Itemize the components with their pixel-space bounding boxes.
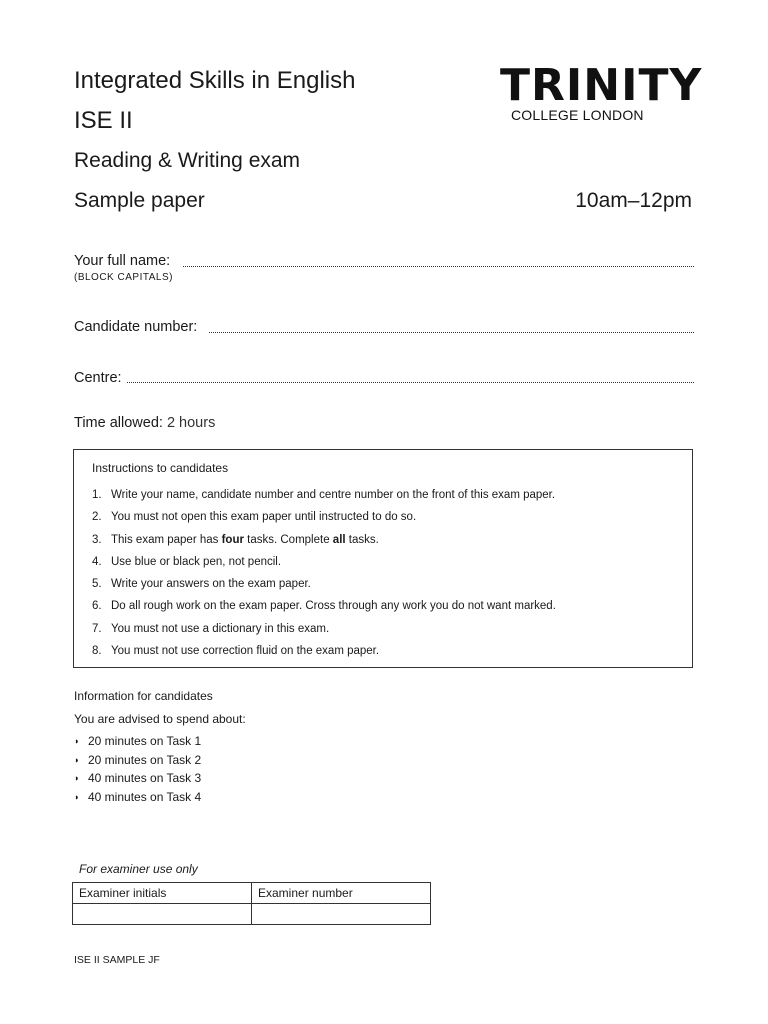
trinity-logo: TRINITY bbox=[500, 60, 703, 111]
time-allowed bbox=[74, 414, 215, 432]
instruction-text: Write your name, candidate number and centre number on the front of this exam paper. bbox=[111, 489, 556, 501]
instruction-text: You must not use a dictionary in this exam. bbox=[111, 622, 330, 635]
instruction-item bbox=[92, 551, 556, 573]
examiner-entry-row bbox=[73, 904, 431, 925]
time-advice-item bbox=[74, 769, 201, 788]
examiner-number-cell[interactable] bbox=[252, 904, 431, 925]
paper-label: Sample paper bbox=[74, 189, 205, 212]
centre-line[interactable] bbox=[127, 382, 694, 383]
time-advice-text: 20 minutes on Task 2 bbox=[88, 752, 202, 767]
examiner-initials-cell[interactable] bbox=[73, 904, 252, 925]
time-advice-list bbox=[74, 732, 201, 807]
instruction-item bbox=[92, 484, 556, 506]
instruction-item bbox=[92, 573, 556, 595]
instruction-item bbox=[92, 618, 556, 640]
instruction-text: Do all rough work on the exam paper. Cross through any work you do not want marked. bbox=[111, 600, 556, 613]
bullet-icon: ◗ bbox=[74, 754, 80, 765]
instructions-list bbox=[92, 484, 556, 662]
candidate-number-label: Candidate number: bbox=[74, 319, 198, 335]
bullet-icon: ◗ bbox=[74, 792, 80, 803]
examiner-initials-header: Examiner initials bbox=[73, 883, 252, 904]
time-advice-item bbox=[74, 788, 201, 807]
instruction-number: 5. bbox=[92, 578, 102, 591]
instruction-text: This exam paper has bbox=[111, 533, 222, 546]
information-title: Information for candidates bbox=[74, 689, 213, 703]
trinity-logo-subtitle: COLLEGE LONDON bbox=[511, 107, 644, 123]
instructions-title: Instructions to candidates bbox=[92, 461, 229, 475]
instruction-text: Use blue or black pen, not pencil. bbox=[111, 555, 282, 568]
bullet-icon: ◗ bbox=[74, 736, 80, 746]
block-capitals-hint: (BLOCK CAPITALS) bbox=[74, 272, 173, 283]
instruction-item bbox=[92, 595, 556, 617]
instruction-item bbox=[92, 506, 556, 528]
examiner-header-row bbox=[73, 883, 431, 904]
time-range: 10am–12pm bbox=[575, 189, 692, 212]
time-advice-item bbox=[74, 751, 201, 770]
time-advice-text: 40 minutes on Task 4 bbox=[88, 790, 202, 805]
instruction-number: 1. bbox=[92, 489, 102, 501]
exam-title: Integrated Skills in English bbox=[74, 67, 356, 94]
instruction-number: 2. bbox=[92, 511, 102, 524]
instruction-item bbox=[92, 640, 556, 662]
instruction-number: 4. bbox=[92, 555, 102, 568]
information-intro: You are advised to spend about: bbox=[74, 712, 246, 726]
time-advice-text: 20 minutes on Task 1 bbox=[88, 734, 202, 748]
examiner-table bbox=[72, 882, 431, 925]
exam-level: ISE II bbox=[74, 107, 133, 134]
instruction-number: 3. bbox=[92, 533, 102, 546]
instruction-text: tasks. Complete bbox=[243, 533, 333, 546]
footer-code: ISE II SAMPLE JF bbox=[74, 954, 160, 966]
centre-label: Centre: bbox=[74, 370, 122, 386]
time-allowed-label: Time allowed: bbox=[74, 415, 163, 431]
instruction-item bbox=[92, 529, 556, 551]
examiner-caption: For examiner use only bbox=[79, 862, 198, 876]
candidate-number-line[interactable] bbox=[209, 332, 694, 333]
instruction-text: Write your answers on the exam paper. bbox=[111, 578, 311, 591]
instruction-number: 8. bbox=[92, 645, 102, 658]
instruction-text: You must not use correction fluid on the exam paper. bbox=[111, 645, 380, 658]
examiner-number-header: Examiner number bbox=[252, 883, 431, 904]
bullet-icon: ◗ bbox=[74, 773, 80, 784]
instruction-text: tasks. bbox=[345, 533, 379, 546]
full-name-line[interactable] bbox=[183, 266, 694, 267]
time-advice-item bbox=[74, 732, 201, 751]
instruction-emphasis: four bbox=[221, 533, 244, 546]
instruction-text: You must not open this exam paper until instructed to do so. bbox=[111, 511, 417, 524]
instructions-box bbox=[73, 449, 693, 668]
instruction-number: 7. bbox=[92, 622, 102, 635]
time-allowed-value: 2 hours bbox=[162, 415, 216, 431]
time-advice-text: 40 minutes on Task 3 bbox=[88, 771, 202, 786]
instruction-emphasis: all bbox=[332, 533, 346, 546]
instruction-number: 6. bbox=[92, 600, 102, 613]
exam-subtitle: Reading & Writing exam bbox=[74, 149, 301, 172]
full-name-label: Your full name: bbox=[74, 253, 171, 269]
